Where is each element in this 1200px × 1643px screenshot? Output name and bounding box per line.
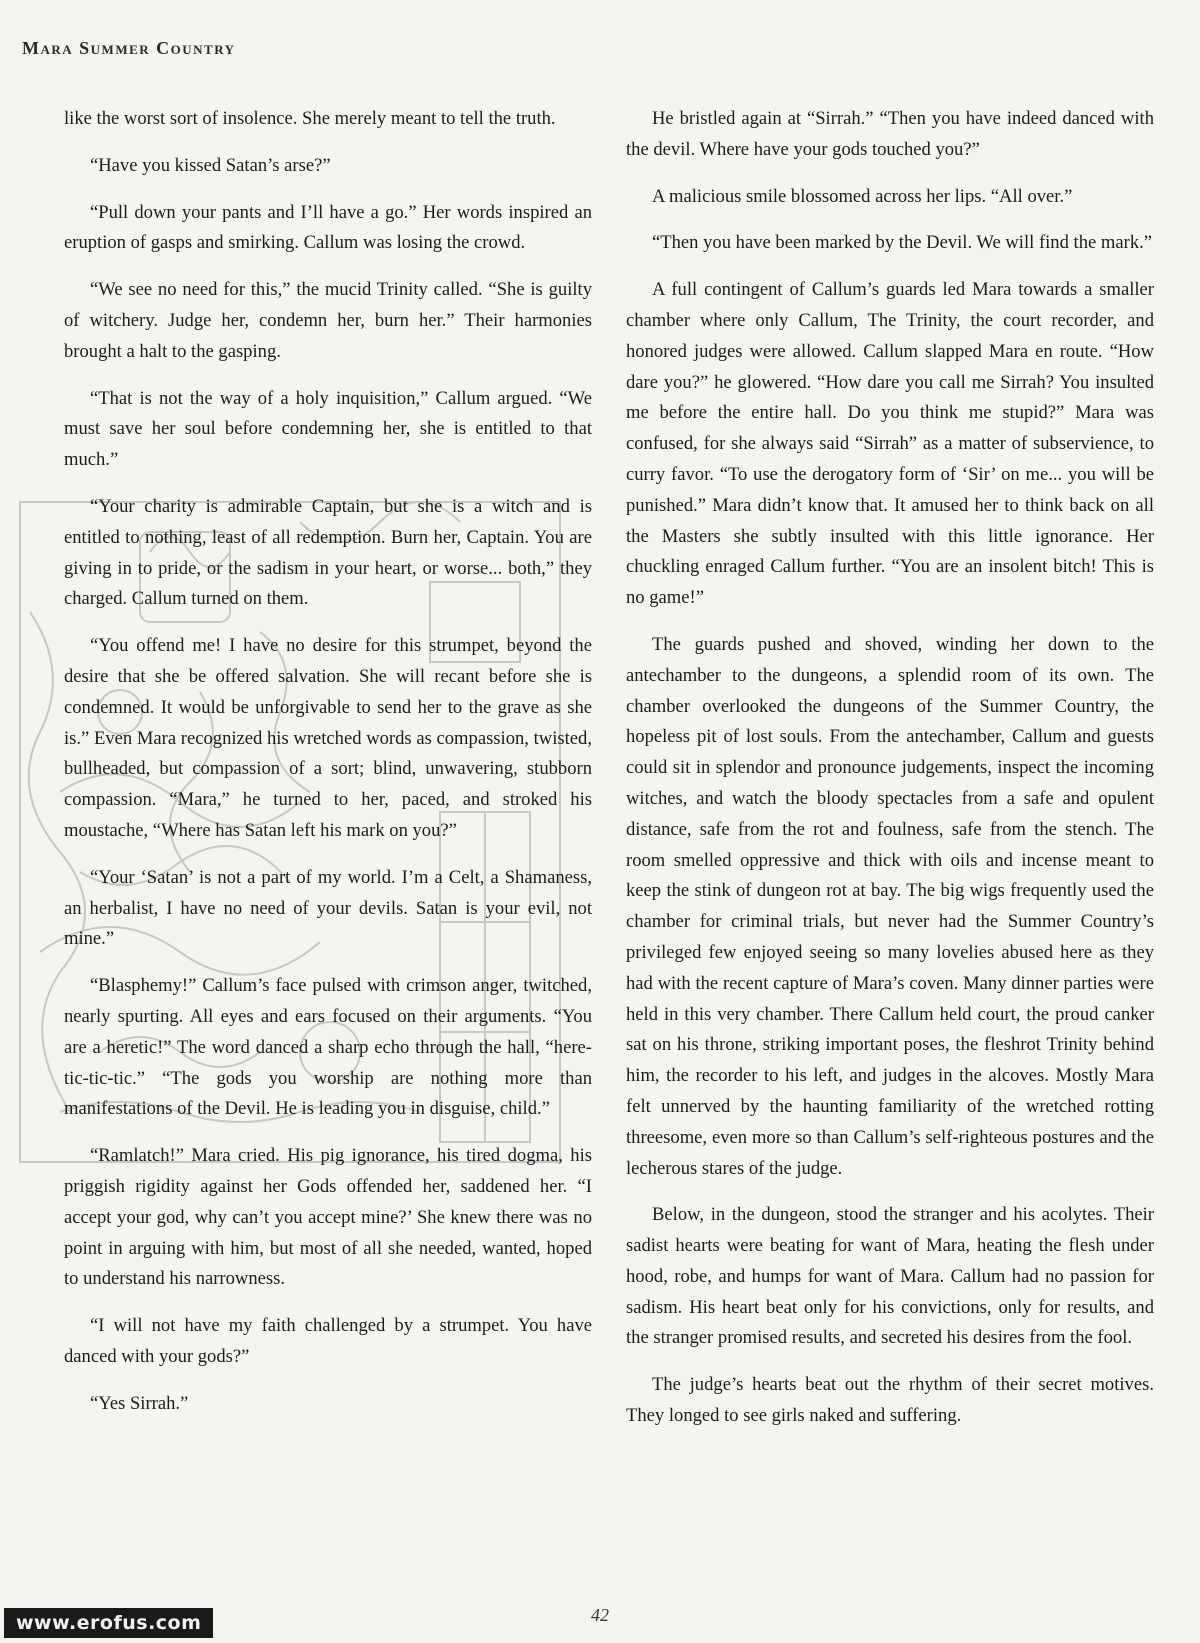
paragraph: “Then you have been marked by the Devil. We will find the mark.” bbox=[652, 232, 1153, 254]
paragraph: “That is not the way of a holy inquisition,” Callum argued. “We must save her soul before condemning her, she is entitled to that much.” bbox=[64, 387, 592, 471]
paragraph: Below, in the dungeon, stood the stranger and his acolytes. Their sadist hearts were beating for want of Mara, heating the flesh under hood, robe, and humps for want of Mara. Callum had no passion for sadism. His heart beat only for his convictions, only for results, and the stranger promised results, and secreted his desires from the fool. bbox=[626, 1204, 1154, 1349]
paragraph: The judge’s hearts beat out the rhythm of their secret motives. They longed to see girls naked and suffering. bbox=[626, 1374, 1154, 1427]
paragraph: like the worst sort of insolence. She merely meant to tell the truth. bbox=[64, 108, 556, 129]
paragraph: “Ramlatch!” Mara cried. His pig ignorance, his tired dogma, his priggish rigidity against her Gods offended her, saddened her. “I accept your god, why can’t you accept mine?’ She knew there was no point in arguing with him, but most of all she needed, wanted, hoped to understand his narrowness. bbox=[64, 1145, 592, 1290]
paragraph: He bristled again at “Sirrah.” “Then you have indeed danced with the devil. Where have your gods touched you?” bbox=[626, 108, 1154, 160]
left-text-column bbox=[64, 104, 592, 1435]
right-text-column bbox=[626, 104, 1154, 1448]
paragraph: “Your charity is admirable Captain, but she is a witch and is entitled to nothing, least of all redemption. Burn her, Captain. You are giving in to pride, or the sadism in your heart, or worse... both,” they charged. Callum turned on them. bbox=[64, 495, 592, 610]
paragraph: “Your ‘Satan’ is not a part of my world. I’m a Celt, a Shamaness, an herbalist, I have no need of your devils. Satan is your evil, not mine.” bbox=[64, 866, 592, 950]
paragraph: “You offend me! I have no desire for this strumpet, beyond the desire that she be offered salvation. She will recant before she is condemned. It would be unforgivable to send her to the grave as she is.” Even Mara recognized his wretched words as compassion, twisted, bullheaded, but compassion of a sort; blind, unwavering, stubborn compassion. “Mara,” he turned to her, paced, and stroked his moustache, “Where has Satan left his mark on you?” bbox=[64, 635, 592, 841]
site-watermark: www.erofus.com bbox=[4, 1608, 213, 1638]
page-number: 42 bbox=[591, 1605, 609, 1625]
paragraph: “Blasphemy!” Callum’s face pulsed with crimson anger, twitched, nearly spurting. All eyes and ears focused on their arguments. “You are a heretic!” The word danced a sharp echo through the hall, “here-tic-tic-tic.” “The gods you worship are nothing more than manifestations of the Devil. He is leading you in disguise, child.” bbox=[64, 975, 592, 1120]
running-head: Mara Summer Country bbox=[22, 38, 236, 58]
paragraph: The guards pushed and shoved, winding her down to the antechamber to the dungeons, a splendid room of its own. The chamber overlooked the dungeons of the Summer Country, the hopeless pit of lost souls. From the antechamber, Callum and guests could sit in splendor and pronounce judgements, inspect the incoming witches, and watch the bloody spectacles from a safe and opulent distance, safe from the rot and foulness, safe from the stench. The room smelled oppressive and thick with oils and incense meant to keep the stink of dungeon rot at bay. The big wigs frequently used the chamber for criminal trials, but never had the Summer Country’s privileged few enjoyed seeing so many lovelies abused here as they had with the recent capture of Mara’s coven. Many dinner parties were held in this very chamber. There Callum held court, the proud canker sat on his throne, striking important poses, the fleshrot Trinity behind him, the recorder to his left, and judges in the alcoves. Mostly Mara felt unnerved by the haunting familiarity of the wretched rotting threesome, even more so than Callum’s self-righteous postures and the lecherous stares of the judge. bbox=[626, 633, 1154, 1179]
paragraph: “We see no need for this,” the mucid Trinity called. “She is guilty of witchery. Judge her, condemn her, burn her.” Their harmonies brought a halt to the gasping. bbox=[64, 279, 592, 362]
paragraph: “Yes Sirrah.” bbox=[90, 1392, 189, 1414]
paragraph: “Pull down your pants and I’ll have a go.” Her words inspired an eruption of gasps and smirking. Callum was losing the crowd. bbox=[64, 201, 592, 254]
paragraph: “I will not have my faith challenged by a strumpet. You have danced with your gods?” bbox=[64, 1315, 592, 1367]
paragraph: A malicious smile blossomed across her lips. “All over.” bbox=[652, 185, 1073, 207]
paragraph: A full contingent of Callum’s guards led Mara towards a smaller chamber where only Callum, The Trinity, the court recorder, and honored judges were allowed. Callum slapped Mara en route. “How dare you?” he glowered. “How dare you call me Sirrah? You insulted me before the entire hall. Do you think me stupid?” Mara was confused, for she always said “Sirrah” as a matter of subservience, to curry favor. “To use the derogatory form of ‘Sir’ on me... you will be punished.” Mara didn’t know that. It amused her to think back on all the Masters she subtly insulted with this little ignorance. Her chuckling enraged Callum further. “You are an insolent bitch! This is no game!” bbox=[626, 279, 1154, 609]
paragraph: “Have you kissed Satan’s arse?” bbox=[90, 154, 331, 176]
